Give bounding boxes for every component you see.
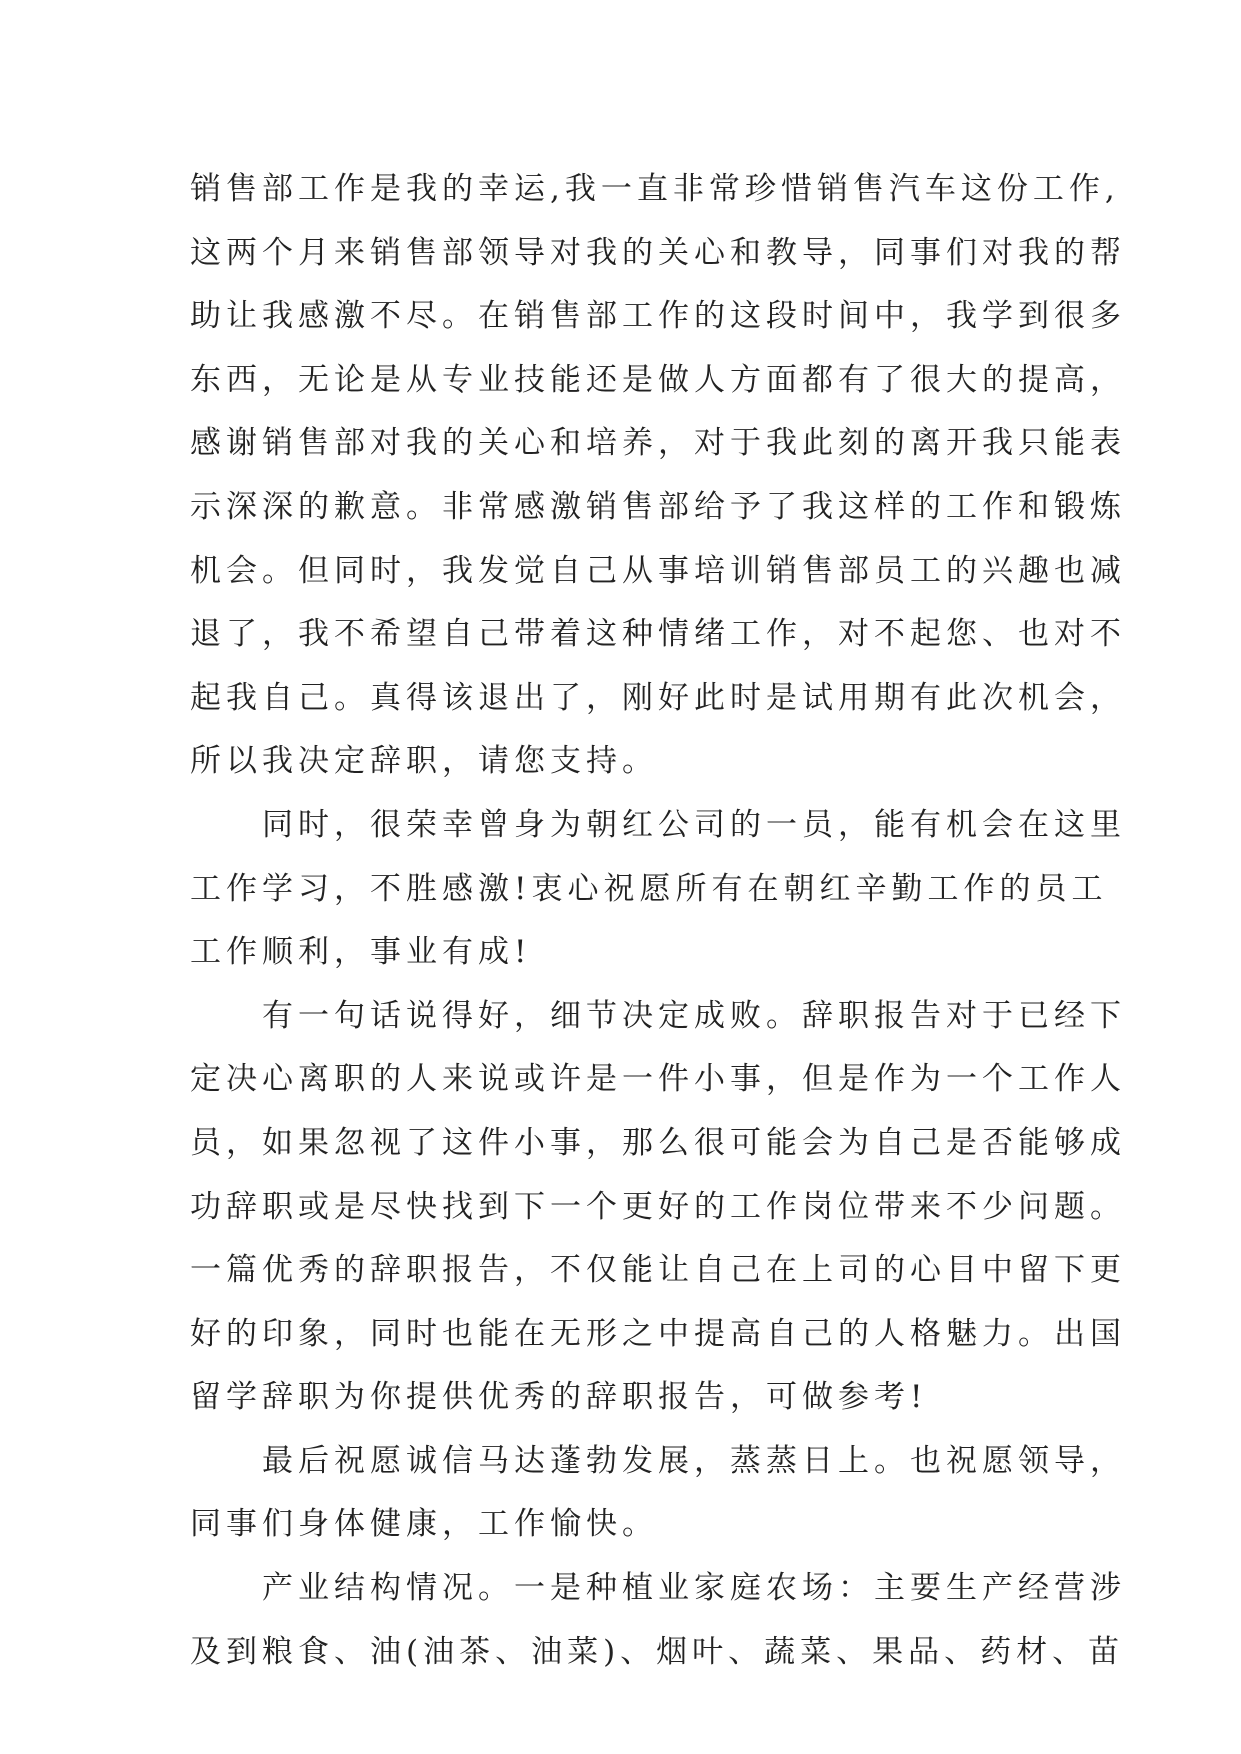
text-line: 功辞职或是尽快找到下一个更好的工作岗位带来不少问题。 [190, 1188, 1126, 1225]
text-line: 销售部工作是我的幸运,我一直非常珍惜销售汽车这份工作, [190, 171, 1120, 207]
text-line: 好的印象，同时也能在无形之中提高自己的人格魅力。出国 [190, 1315, 1126, 1352]
paragraph-start-line: 最后祝愿诚信马达蓬勃发展，蒸蒸日上。也祝愿领导， [262, 1442, 1126, 1479]
paragraph-start-line: 产业结构情况。一是种植业家庭农场：主要生产经营涉 [262, 1570, 1126, 1607]
text-line: 留学辞职为你提供优秀的辞职报告，可做参考! [190, 1379, 928, 1416]
paragraph-start-line: 同时，很荣幸曾身为朝红公司的一员，能有机会在这里 [262, 806, 1126, 843]
paragraph-start-line: 有一句话说得好，细节决定成败。辞职报告对于已经下 [262, 997, 1126, 1034]
text-line: 示深深的歉意。非常感激销售部给予了我这样的工作和锻炼 [190, 488, 1126, 525]
text-line: 工作学习，不胜感激!衷心祝愿所有在朝红辛勤工作的员工 [190, 870, 1108, 907]
text-line: 机会。但同时，我发觉自己从事培训销售部员工的兴趣也减 [190, 552, 1126, 589]
text-line: 东西，无论是从专业技能还是做人方面都有了很大的提高， [190, 361, 1126, 398]
text-line: 这两个月来销售部领导对我的关心和教导，同事们对我的帮 [190, 234, 1126, 271]
text-line: 退了，我不希望自己带着这种情绪工作，对不起您、也对不 [190, 616, 1126, 653]
text-line: 一篇优秀的辞职报告，不仅能让自己在上司的心目中留下更 [190, 1252, 1126, 1289]
text-line: 感谢销售部对我的关心和培养，对于我此刻的离开我只能表 [190, 425, 1126, 462]
text-line: 工作顺利，事业有成! [190, 934, 532, 971]
text-line: 起我自己。真得该退出了，刚好此时是试用期有此次机会， [190, 679, 1126, 716]
text-line: 定决心离职的人来说或许是一件小事，但是作为一个工作人 [190, 1061, 1126, 1098]
text-line: 同事们身体健康，工作愉快。 [190, 1506, 658, 1543]
text-line: 及到粮食、油(油茶、油菜)、烟叶、蔬菜、果品、药材、苗 [190, 1633, 1125, 1670]
text-line: 助让我感激不尽。在销售部工作的这段时间中，我学到很多 [190, 298, 1126, 335]
text-line: 所以我决定辞职，请您支持。 [190, 743, 658, 780]
document-body [190, 158, 1126, 1684]
text-line: 员，如果忽视了这件小事，那么很可能会为自己是否能够成 [190, 1124, 1126, 1161]
